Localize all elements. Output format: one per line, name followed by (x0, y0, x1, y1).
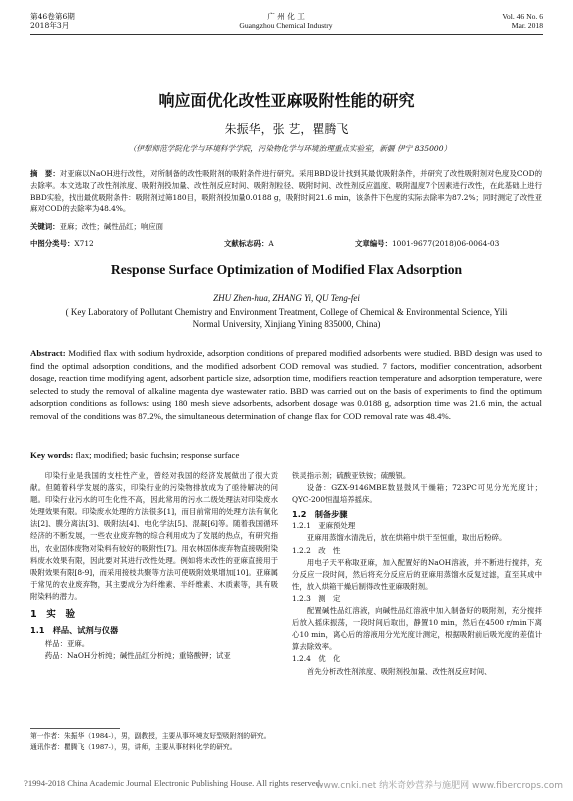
article-number: 文章编号：1001-9677(2018)06-0064-03 (355, 239, 500, 248)
reagent-continued: 铁灵指示剂；硫酸亚铁铵；硫酸银。 (292, 471, 411, 480)
optimization-paragraph: 首先分析改性剂浓度、吸附剂投加量、改性剂反应时间、 (306, 666, 492, 676)
reagent-line: 药品：NaOH分析纯；碱性品红分析纯；重铬酸钾；试亚 (44, 651, 231, 661)
english-abstract (30, 347, 542, 423)
issue-line: 第46卷第6期 (30, 12, 75, 21)
pretreatment-paragraph: 亚麻用蒸馏水清洗后，放在烘箱中烘干至恒重，取出后粉碎。 (306, 533, 507, 543)
first-author-note: 第一作者：朱振华（1984-），男，副教授，主要从事环境友好型吸附剂的研究。 (30, 732, 271, 740)
section-1-2-heading: 1.2 制备步骤 (292, 509, 348, 520)
english-authors: ZHU Zhen-hua, ZHANG Yi, QU Teng-fei (213, 293, 360, 303)
keywords-cn-label: 关键词： (30, 222, 60, 231)
keywords-cn (30, 221, 542, 232)
english-abstract-label: Abstract: (30, 348, 66, 358)
section-1-heading: 1 实 验 (30, 609, 76, 621)
journal-name-cn: 广 州 化 工 (267, 12, 305, 21)
abstract-cn-label: 摘 要： (30, 169, 60, 178)
equipment-line: 设备：GZX-9146MBE数显鼓风干燥箱；723PC可见分光光度计；QYC-200恒温培养摇床。 (292, 483, 542, 505)
english-keywords-label: Key words: (30, 450, 74, 460)
english-abstract-text: Modified flax with sodium hydroxide, adsorption conditions of prepared modified adsorbents were studied. BBD design was used to find the optimal adsorption conditions, and the modified adsorbent COD removal was studied. 7 factors, modifier concentration, adsorbent dosage, reaction time modifying agent, adsorbent particle size, adsorption time, modifiers reaction temperature and adsorption temperature, were selected to study the removal of alkaline magenta dye wastewater ratio. BBD was carried out on the basis of experiments to find the optimum adsorption conditions as follows: using 180 mesh sieve adsorbents, adsorbent dosage was 0.0188 g, adsorption time was 21.6 min, the actual removal of the conditions was 87.2%, the simultaneous determination of change flax for COD removal rate was 48.4%. (30, 348, 543, 421)
abstract-cn-text: 对亚麻以NaOH进行改性，对所制备的改性吸附剂的吸附条件进行研究。采用BBD设计找到其最优吸附条件，并研究了改性吸附剂对色度及COD的去除率。本文选取了改性剂浓度、吸附剂投加量、改性剂反应时间、吸附剂粒径、吸附时间、改性剂反应温度、吸附温度7个因素进行改性，在此基础上进行BBD实验，找出最优吸附条件：吸附剂过筛180目，吸附剂投加量0.0188 g，吸附时间21.6 min，该条件下色度的实际去除率为87.2%；同时测定了改性亚麻对COD的去除率为48.4%。 (30, 169, 542, 214)
volume-line: Vol. 46 No. 6 (502, 12, 543, 21)
page-title: 响应面优化改性亚麻吸附性能的研究 (158, 91, 415, 110)
english-keywords-text: flax; modified; basic fuchsin; response surface (75, 450, 240, 460)
header-rule (30, 34, 543, 35)
author-list: 朱振华，张 艺，瞿腾飞 (224, 122, 349, 136)
abstract-cn (30, 168, 542, 215)
running-header-right (502, 12, 543, 30)
english-affiliation: ( Key Laboratory of Pollutant Chemistry and Environment Treatment, College of Chemical & Environmental Science, Yili Normal University, Xinjiang Yining 835000, China) (65, 307, 508, 330)
section-1-2-1-heading: 1.2.1 亚麻预处理 (292, 521, 356, 531)
clc-code: 中图分类号：X712 (30, 239, 94, 248)
section-1-1-heading: 1.1 样品、试剂与仪器 (30, 625, 119, 636)
running-header-left (30, 12, 75, 30)
copyright-notice: ?1994-2018 China Academic Journal Electronic Publishing House. All rights reserved. (24, 778, 323, 788)
corresponding-author-note: 通讯作者：瞿腾飞（1987-），男，讲师，主要从事材料化学的研究。 (30, 743, 237, 751)
modification-paragraph: 用电子天平称取亚麻，加入配置好的NaOH溶液，并不断进行搅拌，充分反应一段时间，然后将充分反应后的亚麻用蒸馏水反复过滤，直至其成中性，放入烘箱干燥后制得改性亚麻吸附剂。 (292, 557, 542, 591)
affiliation: （伊犁师范学院化学与环境科学学院，污染物化学与环境治理重点实验室，新疆 伊宁 835000） (128, 144, 452, 153)
date-line: 2018年3月 (30, 21, 70, 30)
watermark: www.cnki.net 纳米奇妙营养与施肥网 www.fibercrops.com (316, 781, 563, 791)
month-line: Mar. 2018 (511, 21, 543, 30)
section-1-2-3-heading: 1.2.3 测 定 (292, 593, 341, 603)
document-code: 文献标志码：A (224, 239, 274, 248)
left-column (30, 470, 278, 662)
english-title: Response Surface Optimization of Modified Flax Adsorption (110, 262, 463, 277)
sample-line: 样品：亚麻。 (44, 639, 90, 649)
running-header-center (186, 12, 386, 30)
measurement-paragraph: 配置碱性品红溶液，向碱性品红溶液中加入制备好的吸附剂，充分搅拌后放入摇床振荡，一段时间后取出，静置10 min，然后在4500 r/min下离心10 min，离心后的溶液用分光光度计测定，根据吸附前后吸光度的差值计算去除效率。 (292, 606, 542, 652)
footnote (30, 731, 280, 753)
journal-name-en: Guangzhou Chemical Industry (239, 21, 333, 30)
footnote-rule (30, 728, 120, 729)
right-column (292, 470, 542, 678)
section-1-2-2-heading: 1.2.2 改 性 (292, 545, 341, 555)
english-keywords (30, 449, 542, 462)
keywords-cn-text: 亚麻；改性；碱性品红；响应面 (59, 222, 164, 231)
intro-paragraph: 印染行业是我国的支柱性产业，曾经对我国的经济发展做出了很大贡献。但随着科学发展的落实，印染行业的污染物排放成为了亟待解决的问题。印染行业污水的可生化性不高，因此常用的污水二级处理法对印染废水处理效果有限。印染废水处理的方法很多[1]，而目前常用的处理方法有氧化法[2]、膜分离法[3]、吸附法[4]、电化学法[5]、混凝[6]等。随着我国循环经济的不断发展，一些农业废弃物的综合利用成为了发展的热点，有研究指出，农业固体废物对染料有较好的吸附性[7]。用农林固体废弃物直接吸附染料废水效果有限，因此要对其进行改性处理。例如将未改性的亚麻直接用于吸附效果有限[8-9]，而采用接枝共聚等方法可使吸附效果增加[10]。亚麻属于常见的农业废弃物，其主要成分为纤维素、半纤维素、木质素等，具有吸附染料的潜力。 (30, 471, 278, 601)
section-1-2-4-heading: 1.2.4 优 化 (292, 654, 341, 664)
